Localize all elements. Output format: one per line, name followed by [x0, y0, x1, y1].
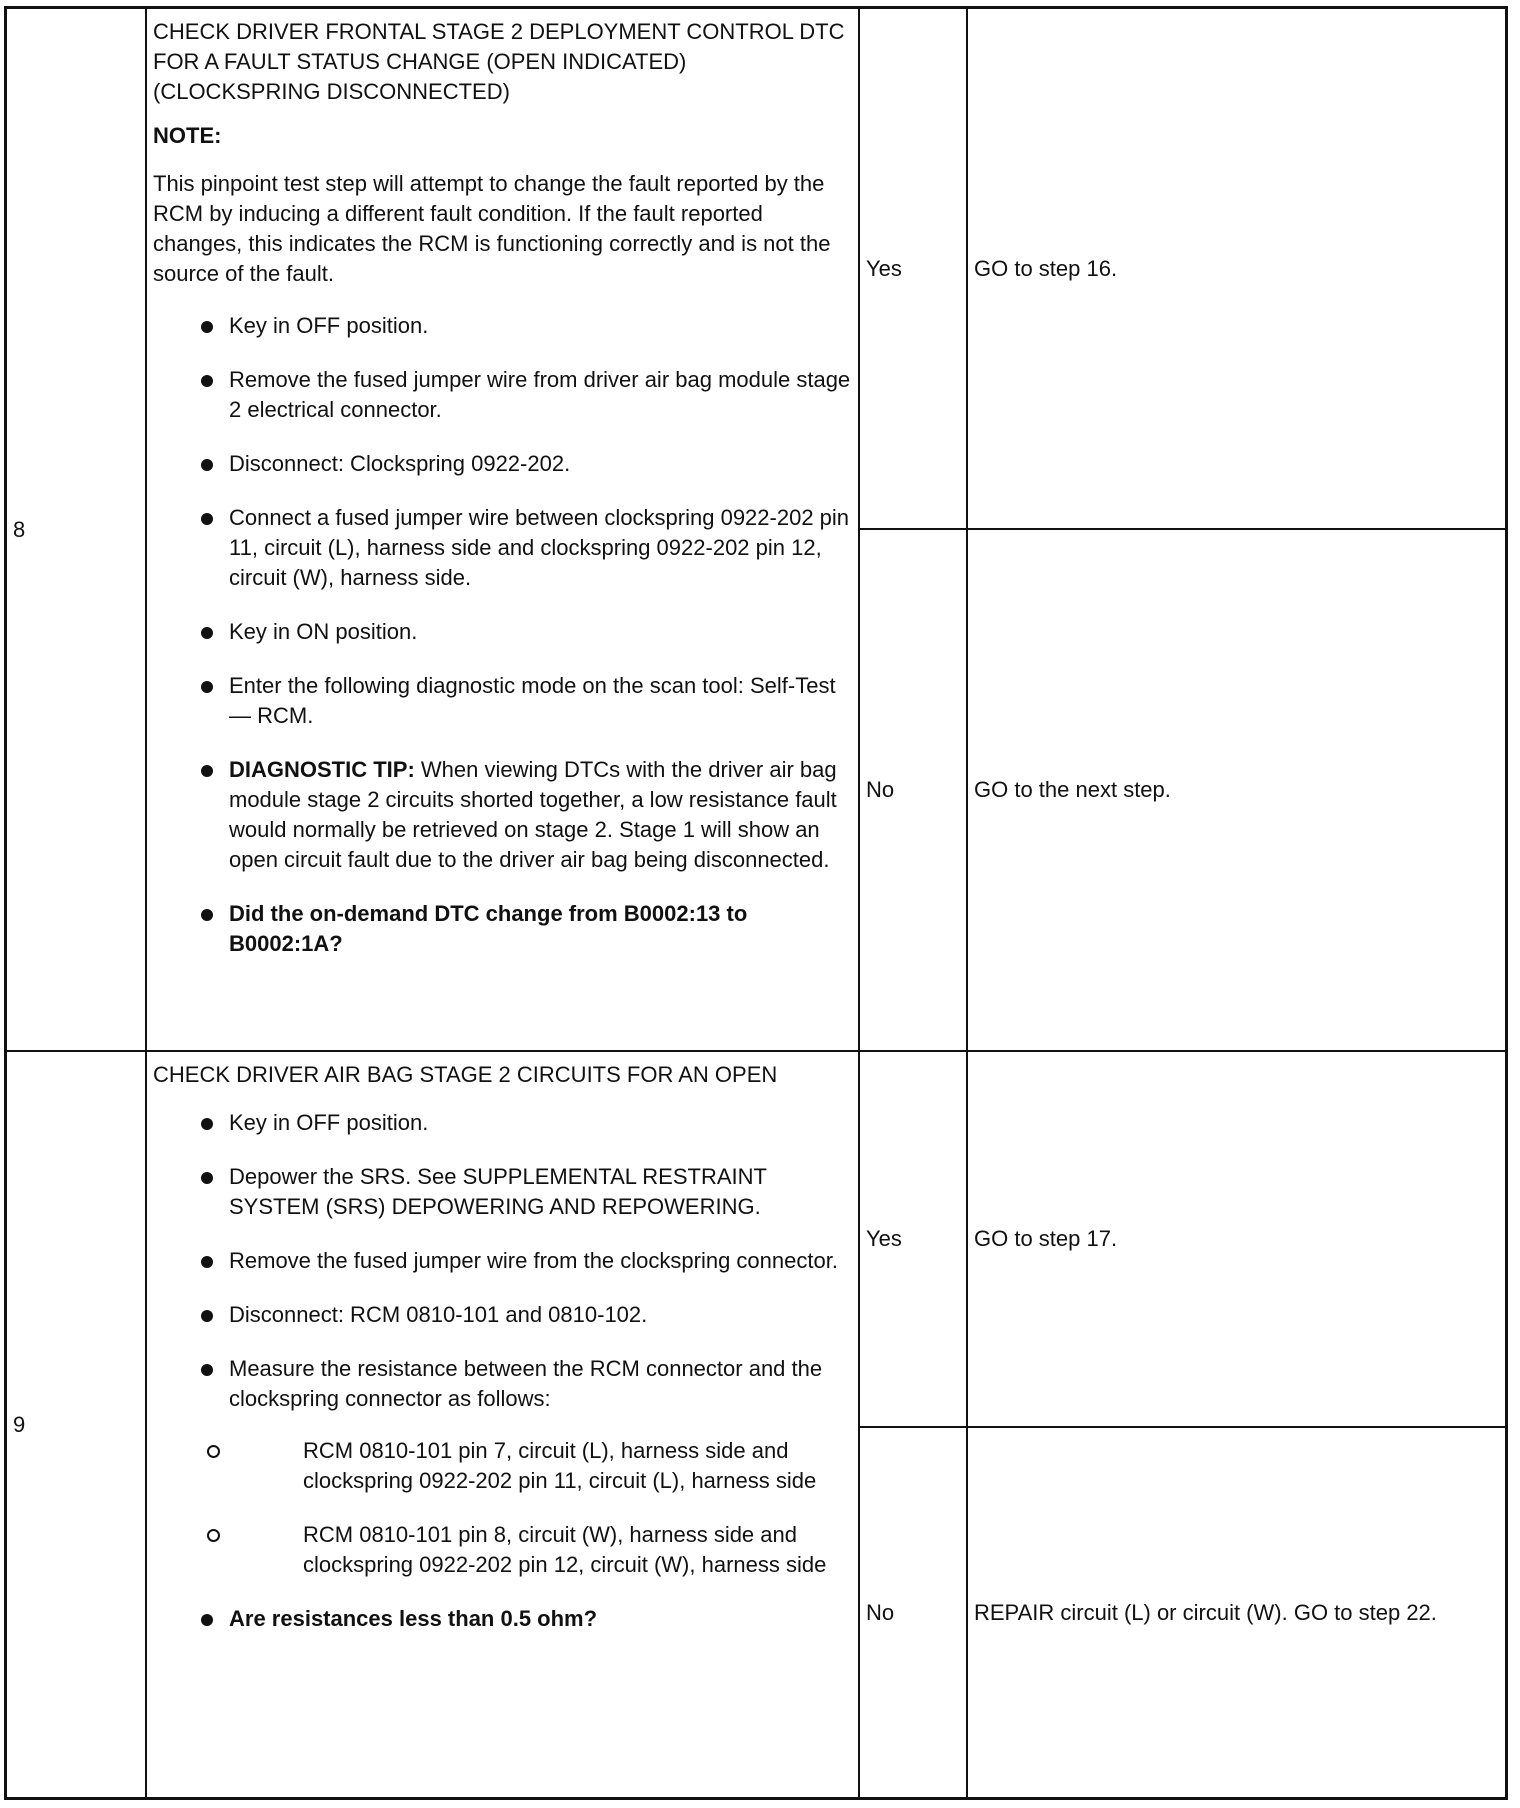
yes-action-cell [968, 9, 1505, 530]
instruction-list [153, 1108, 852, 1634]
note-text: This pinpoint test step will attempt to change the fault reported by the RCM by inducing a different fault condition. If the fault reported changes, this indicates the RCM is functioning correctly and is not the source of the fault. [153, 171, 831, 286]
result-yes [860, 1052, 966, 1428]
no-action-cell [968, 530, 1505, 1050]
sub-list-item: RCM 0810-101 pin 7, circuit (L), harness side and clockspring 0922-202 pin 11, circuit (L), harness side [151, 1436, 850, 1496]
action-next-cell [968, 1052, 1505, 1797]
action-next-cell [968, 9, 1505, 1050]
step-number: 9 [13, 1411, 26, 1437]
yes-label: Yes [866, 1226, 902, 1251]
list-item: Remove the fused jumper wire from the clockspring connector. [153, 1246, 852, 1276]
no-action-cell [968, 1428, 1505, 1797]
question: Are resistances less than 0.5 ohm? [153, 1604, 852, 1634]
step-number-cell [7, 9, 147, 1050]
step-number-cell [7, 1052, 147, 1797]
result-no [860, 530, 966, 1050]
list-item-diagnostic-tip [153, 755, 852, 875]
measurement-list [153, 1436, 852, 1580]
question: Did the on-demand DTC change from B0002:13 to B0002:1A? [153, 899, 852, 959]
step-title: CHECK DRIVER AIR BAG STAGE 2 CIRCUITS FOR AN OPEN [153, 1062, 778, 1087]
note-label: NOTE: [153, 123, 222, 148]
action-cell [147, 9, 860, 1050]
instruction-list [153, 311, 852, 959]
list-item: Enter the following diagnostic mode on the scan tool: Self-Test — RCM. [153, 671, 852, 731]
result-cell [860, 9, 968, 1050]
list-item: Depower the SRS. See SUPPLEMENTAL RESTRAINT SYSTEM (SRS) DEPOWERING AND REPOWERING. [153, 1162, 852, 1222]
table-row-step-8 [7, 9, 1505, 1052]
no-label: No [866, 1599, 895, 1625]
diagnostic-table [4, 6, 1508, 1800]
no-action: REPAIR circuit (L) or circuit (W). GO to step 22. [974, 1599, 1437, 1625]
list-item: Connect a fused jumper wire between clockspring 0922-202 pin 11, circuit (L), harness side and clockspring 0922-202 pin 12, circuit (W), harness side. [153, 503, 852, 593]
yes-label: Yes [866, 255, 902, 281]
list-item: Key in OFF position. [153, 311, 852, 341]
yes-action-cell [968, 1052, 1505, 1428]
no-action: GO to the next step. [974, 777, 1171, 802]
list-item: Remove the fused jumper wire from driver air bag module stage 2 electrical connector. [153, 365, 852, 425]
result-yes [860, 9, 966, 530]
tip-label: DIAGNOSTIC TIP: [229, 757, 415, 782]
table-row-step-9 [7, 1052, 1505, 1797]
list-item: Key in OFF position. [153, 1108, 852, 1138]
list-item: Disconnect: RCM 0810-101 and 0810-102. [153, 1300, 852, 1330]
no-label: No [866, 777, 895, 802]
list-item: Key in ON position. [153, 617, 852, 647]
yes-action: GO to step 17. [974, 1226, 1118, 1251]
sub-list-item: RCM 0810-101 pin 8, circuit (W), harness side and clockspring 0922-202 pin 12, circuit (W), harness side [151, 1520, 850, 1580]
action-cell [147, 1052, 860, 1797]
tip-text: When viewing DTCs with the driver air bag module stage 2 circuits shorted together, a low resistance fault would normally be retrieved on stage 2. Stage 1 will show an open circuit fault due to the driver air bag being disconnected. [229, 757, 837, 872]
list-item: Disconnect: Clockspring 0922-202. [153, 449, 852, 479]
result-no [860, 1428, 966, 1797]
measure-text: Measure the resistance between the RCM connector and the clockspring connector as follows: [229, 1356, 823, 1411]
result-cell [860, 1052, 968, 1797]
step-number: 8 [13, 516, 26, 542]
yes-action: GO to step 16. [974, 255, 1118, 281]
list-item-measure [153, 1354, 852, 1580]
step-title: CHECK DRIVER FRONTAL STAGE 2 DEPLOYMENT CONTROL DTC FOR A FAULT STATUS CHANGE (OPEN INDICATED) (CLOCKSPRING DISCONNECTED) [153, 19, 845, 104]
